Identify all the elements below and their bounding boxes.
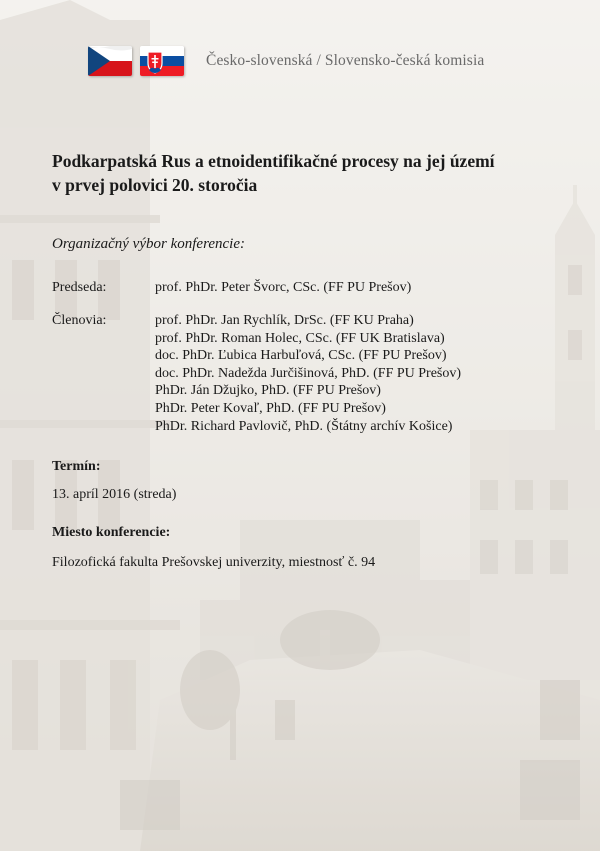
- member-item: doc. PhDr. Ľubica Harbuľová, CSc. (FF PU Prešov): [155, 348, 447, 364]
- conference-title: [52, 149, 572, 197]
- members-list: [155, 312, 461, 435]
- header: [88, 44, 484, 78]
- term-label: Termín:: [52, 459, 101, 474]
- member-item: prof. PhDr. Jan Rychlík, DrSc. (FF KU Praha): [155, 313, 414, 328]
- venue-value: Filozofická fakulta Prešovskej univerzity, miestnosť č. 94: [52, 555, 376, 570]
- member-item: prof. PhDr. Roman Holec, CSc. (FF UK Bratislava): [155, 330, 445, 346]
- member-item: PhDr. Ján Džujko, PhD. (FF PU Prešov): [155, 383, 381, 399]
- chair-name: prof. PhDr. Peter Švorc, CSc. (FF PU Prešov): [155, 280, 412, 295]
- members-label: Členovia:: [52, 313, 107, 328]
- slovak-flag-icon: [140, 46, 184, 76]
- czech-flag-icon: [88, 46, 132, 76]
- chair-label: Predseda:: [52, 280, 107, 295]
- term-value: 13. apríl 2016 (streda): [52, 487, 177, 502]
- member-item: doc. PhDr. Nadežda Jurčišinová, PhD. (FF PU Prešov): [155, 365, 462, 381]
- member-item: PhDr. Peter Kovaľ, PhD. (FF PU Prešov): [155, 400, 386, 416]
- title-line-1: Podkarpatská Rus a etnoidentifikačné procesy na jej území: [52, 151, 495, 171]
- member-item: PhDr. Richard Pavlovič, PhD. (Štátny archív Košice): [155, 418, 453, 434]
- venue-label: Miesto konferencie:: [52, 525, 171, 540]
- committee-heading: Organizačný výbor konferencie:: [52, 236, 245, 252]
- commission-name: Česko-slovenská / Slovensko-česká komisia: [206, 52, 485, 69]
- title-line-2: v prvej polovici 20. storočia: [52, 175, 258, 195]
